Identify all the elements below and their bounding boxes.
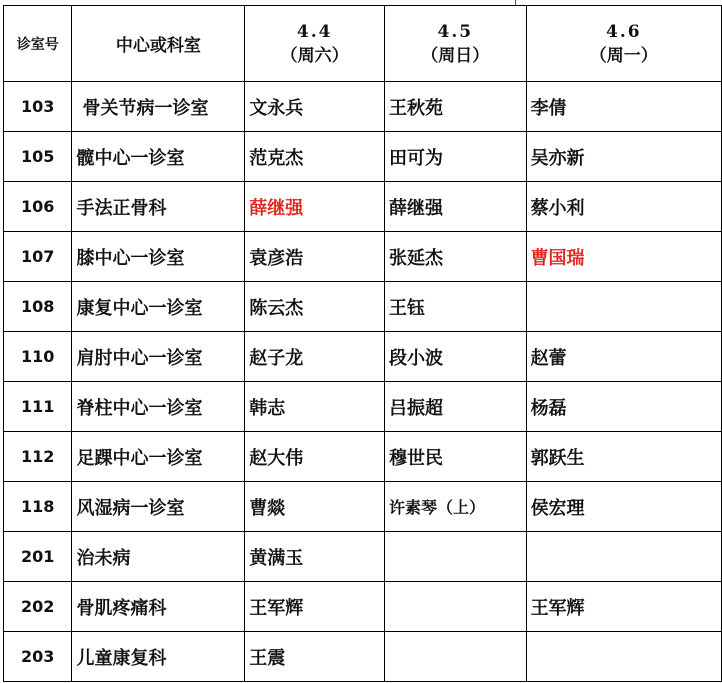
table-row [4,132,722,182]
doctor-day-2: 田可为 [385,132,527,182]
doctor-day-3: 王军辉 [526,582,721,632]
doctor-day-1: 曹燚 [245,482,385,532]
header-day-1-date: 4.4 [296,21,333,42]
room-number: 203 [4,632,72,682]
room-number: 110 [4,332,72,382]
room-number: 107 [4,232,72,282]
department: 髋中心一诊室 [72,132,245,182]
table-row [4,432,722,482]
department: 脊柱中心一诊室 [72,382,245,432]
doctor-day-2: 王钰 [385,282,527,332]
doctor-day-3 [526,282,721,332]
department: 手法正骨科 [72,182,245,232]
doctor-day-2 [385,582,527,632]
table-row [4,282,722,332]
header-row [4,6,722,82]
room-number: 105 [4,132,72,182]
doctor-day-3 [526,532,721,582]
doctor-day-3-highlighted: 曹国瑞 [526,232,721,282]
table-row [4,482,722,532]
doctor-day-2: 薛继强 [385,182,527,232]
doctor-day-3: 侯宏理 [526,482,721,532]
doctor-day-2 [385,632,527,682]
table-row [4,382,722,432]
header-day-3 [526,6,721,82]
doctor-day-3: 李倩 [526,82,721,132]
department: 足踝中心一诊室 [72,432,245,482]
table-row [4,232,722,282]
doctor-day-1: 赵大伟 [245,432,385,482]
room-number: 202 [4,582,72,632]
department: 康复中心一诊室 [72,282,245,332]
doctor-day-2: 吕振超 [385,382,527,432]
table-row [4,82,722,132]
room-number: 103 [4,82,72,132]
table-row [4,532,722,582]
doctor-day-1-highlighted: 薛继强 [245,182,385,232]
room-number: 111 [4,382,72,432]
doctor-day-2: 许素琴（上） [385,482,527,532]
doctor-day-1: 袁彦浩 [245,232,385,282]
room-number: 201 [4,532,72,582]
table-row [4,632,722,682]
doctor-day-2: 张延杰 [385,232,527,282]
doctor-day-1: 文永兵 [245,82,385,132]
doctor-day-3: 吴亦新 [526,132,721,182]
department: 儿童康复科 [72,632,245,682]
doctor-day-2: 穆世民 [385,432,527,482]
room-number: 106 [4,182,72,232]
header-day-3-date: 4.6 [605,21,642,42]
doctor-day-1: 陈云杰 [245,282,385,332]
department: 骨关节病一诊室 [72,82,245,132]
header-day-2-date: 4.5 [437,21,474,42]
department: 膝中心一诊室 [72,232,245,282]
department: 治未病 [72,532,245,582]
header-day-1-weekday: （周六） [280,45,349,66]
table-row [4,182,722,232]
doctor-day-1: 韩志 [245,382,385,432]
doctor-day-3 [526,632,721,682]
header-day-2 [385,6,527,82]
header-dept: 中心或科室 [72,6,245,82]
department: 肩肘中心一诊室 [72,332,245,382]
doctor-day-2 [385,532,527,582]
doctor-day-3: 蔡小利 [526,182,721,232]
room-number: 112 [4,432,72,482]
doctor-day-1: 赵子龙 [245,332,385,382]
table-row [4,332,722,382]
header-day-2-weekday: （周日） [421,45,490,66]
doctor-day-1: 王军辉 [245,582,385,632]
header-day-1 [245,6,385,82]
department: 骨肌疼痛科 [72,582,245,632]
doctor-day-3: 杨磊 [526,382,721,432]
doctor-day-1: 范克杰 [245,132,385,182]
table-row [4,582,722,632]
room-number: 108 [4,282,72,332]
room-number: 118 [4,482,72,532]
clinic-schedule-table [3,5,722,682]
doctor-day-1: 黄满玉 [245,532,385,582]
doctor-day-2: 段小波 [385,332,527,382]
header-day-3-weekday: （周一） [589,45,658,66]
doctor-day-3: 赵蕾 [526,332,721,382]
department: 风湿病一诊室 [72,482,245,532]
doctor-day-2: 王秋苑 [385,82,527,132]
doctor-day-1: 王震 [245,632,385,682]
doctor-day-3: 郭跃生 [526,432,721,482]
header-room: 诊室号 [4,6,72,82]
